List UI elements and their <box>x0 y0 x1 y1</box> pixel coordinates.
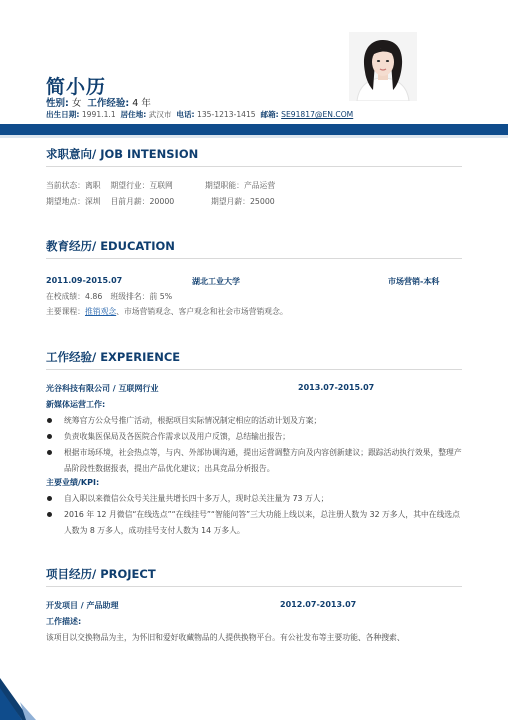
gpa: 在校成绩：4.86 <box>46 292 103 301</box>
section-title-education: 教育经历/ EDUCATION <box>46 239 175 253</box>
email-label: 邮箱: <box>260 110 279 119</box>
project-description: 该项目以交换物品为主，为怀旧和爱好收藏物品的人提供换物平台。有公社发布等主要功能、各种搜索、 <box>46 633 405 642</box>
project-period: 2012.07-2013.07 <box>280 600 357 609</box>
expected-industry: 期望行业：互联网 <box>110 181 173 190</box>
residence-value: 武汉市 <box>148 110 172 119</box>
expected-location: 期望地点：深圳 <box>46 197 101 206</box>
section-title-project: 项目经历/ PROJECT <box>46 567 156 581</box>
experience-value: 4 年 <box>132 98 151 109</box>
header-accent-bar <box>0 124 508 135</box>
header-accent-shadow <box>0 135 508 138</box>
role-title: 新媒体运营工作: <box>46 400 106 409</box>
expected-position: 期望职能：产品运营 <box>204 181 276 190</box>
intention-row-1 <box>46 180 275 191</box>
experience-period: 2013.07-2015.07 <box>298 383 375 392</box>
resume-name: 简小历 <box>46 76 107 98</box>
experience-label: 工作经验: <box>87 98 130 109</box>
class-rank: 班级排名：前 5% <box>110 292 173 301</box>
section-divider <box>46 369 462 370</box>
section-divider <box>46 166 462 167</box>
education-period: 2011.09-2015.07 <box>46 276 123 285</box>
expected-salary: 期望月薪：25000 <box>210 197 275 206</box>
intention-row-2 <box>46 196 275 207</box>
birth-value: 1991.1.1 <box>81 110 116 119</box>
courses-label: 主要课程： <box>46 307 85 316</box>
duty-item: 根据市场环境，社会热点等，与内、外部协调沟通，提出运营调整方向及内容创新建议；跟踪活动执行效果，整理产品阶段性数据报表，提出产品优化建议；出具竞品分析报告。 <box>46 445 466 477</box>
birth-label: 出生日期: <box>46 110 80 119</box>
residence-label: 居住地: <box>120 110 147 119</box>
email-link[interactable]: SE91817@EN.COM <box>281 110 354 119</box>
gender-value: 女 <box>71 98 82 109</box>
contact-info-line <box>46 109 353 120</box>
phone-value: 135-1213-1415 <box>197 110 256 119</box>
project-name: 开发项目 / 产品助理 <box>46 601 119 610</box>
portrait-image <box>349 32 417 101</box>
section-title-intention: 求职意向/ JOB INTENSION <box>46 147 199 161</box>
current-status: 当前状态：离职 <box>46 181 101 190</box>
education-scores <box>46 291 172 302</box>
education-major: 市场营销-本科 <box>388 277 440 286</box>
company-name: 光谷科技有限公司 / 互联网行业 <box>46 384 159 393</box>
kpi-item: 自入职以来微信公众号关注量共增长四十多万人，现时总关注量为 73 万人； <box>46 491 466 507</box>
phone-label: 电话: <box>176 110 195 119</box>
education-courses <box>46 306 288 317</box>
courses-rest: 、市场营销观念、客户观念和社会市场营销观念。 <box>116 307 288 316</box>
gender-label: 性别: <box>46 98 69 109</box>
kpi-label: 主要业绩/KPI: <box>46 478 100 487</box>
basic-info-line <box>46 95 151 109</box>
kpi-item: 2016 年 12 月微信“在线选点”“在线挂号”“智能问答”三大功能上线以来，总注册人数为 32 万多人，其中在线选点人数为 8 万多人，成功挂号支付人数为 14 万多人。 <box>46 507 466 539</box>
corner-decoration <box>0 676 60 720</box>
profile-photo <box>349 32 417 101</box>
current-salary: 目前月薪：20000 <box>110 197 175 206</box>
section-divider <box>46 586 462 587</box>
project-desc-label: 工作描述: <box>46 617 82 626</box>
duty-item: 负责收集医保局及各医院合作需求以及用户反馈，总结输出报告； <box>46 429 466 445</box>
education-school: 湖北工业大学 <box>192 277 240 286</box>
section-title-experience: 工作经验/ EXPERIENCE <box>46 350 181 364</box>
section-divider <box>46 258 462 259</box>
duty-item: 统筹官方公众号推广活动，根据项目实际情况制定相应的活动计划及方案； <box>46 413 466 429</box>
courses-link[interactable]: 推销观念 <box>84 307 117 316</box>
